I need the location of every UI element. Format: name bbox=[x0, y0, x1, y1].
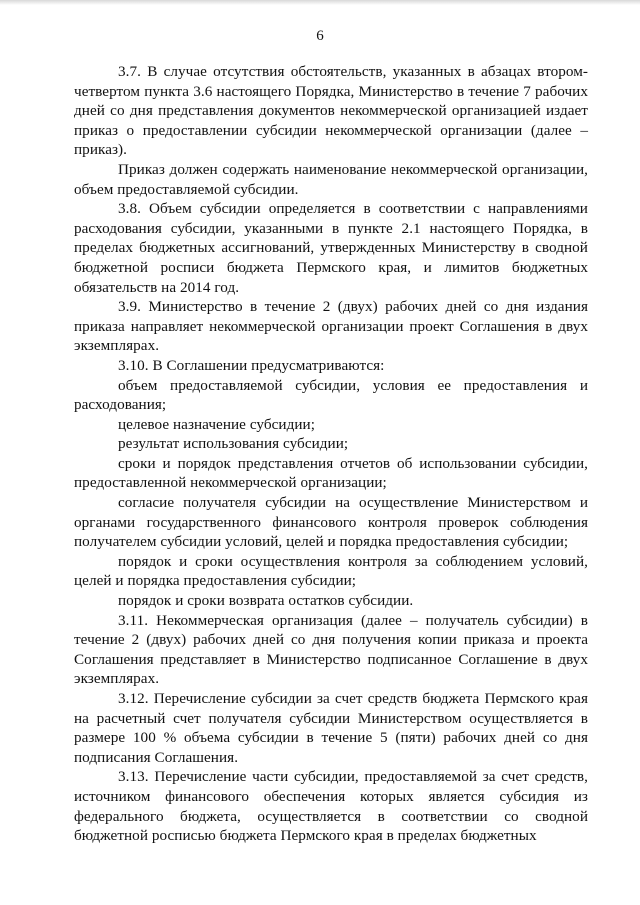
document-body bbox=[74, 62, 588, 846]
list-item-purpose: целевое назначение субсидии; bbox=[118, 415, 316, 433]
paragraph-3-11: 3.11. Некоммерческая организация (далее – получатель субсидии) в течение 2 (двух) рабочих дней со дня получения копии приказа и проекта Соглашения представляет в Министерство подписанное Соглашение в двух экземплярах. bbox=[74, 611, 588, 688]
paragraph-3-13: 3.13. Перечисление части субсидии, предоставляемой за счет средств, источником финансового обеспечения которых является субсидия из федерального бюджета, осуществляется в соответствии со сводной бюджетной росписью бюджета Пермского края в пределах бюджетных bbox=[74, 768, 588, 845]
list-item-result: результат использования субсидии; bbox=[118, 435, 349, 453]
scan-top-edge bbox=[0, 0, 640, 5]
list-item-return: порядок и сроки возврата остатков субсидии. bbox=[118, 592, 414, 610]
paragraph-order-content: Приказ должен содержать наименование некоммерческой организации, объем предоставляемой субсидии. bbox=[74, 160, 588, 198]
paragraph-3-8: 3.8. Объем субсидии определяется в соответствии с направлениями расходования субсидии, указанными в пункте 2.1 настоящего Порядка, в пределах бюджетных ассигнований, утвержденных Министерству в сводной бюджетной росписи бюджета Пермского края, и лимитов бюджетных обязательств на 2014 год. bbox=[74, 200, 588, 296]
paragraph-3-12: 3.12. Перечисление субсидии за счет средств бюджета Пермского края на расчетный счет получателя субсидии Министерством осуществляется в размере 100 % объема субсидии в течение 5 (пяти) рабочих дней со дня подписания Соглашения. bbox=[74, 690, 588, 766]
list-item-subsidy-amount: объем предоставляемой субсидии, условия ее предоставления и расходования; bbox=[74, 376, 588, 414]
paragraph-3-9: 3.9. Министерство в течение 2 (двух) рабочих дней со дня издания приказа направляет некоммерческой организации проект Соглашения в двух экземплярах. bbox=[74, 298, 588, 355]
list-item-consent: согласие получателя субсидии на осуществление Министерством и органами государственного финансового контроля проверок соблюдения получателем субсидии условий, целей и порядка предоставления субсидии; bbox=[74, 494, 588, 551]
page-number: 6 bbox=[316, 28, 324, 44]
list-item-control: порядок и сроки осуществления контроля за соблюдением условий, целей и порядка предоставления субсидии; bbox=[74, 552, 588, 590]
paragraph-3-7: 3.7. В случае отсутствия обстоятельств, указанных в абзацах втором-четвертом пункта 3.6 настоящего Порядка, Министерство в течение 7 рабочих дней со дня представления документов некоммерческой организацией издает приказ о предоставлении субсидии некоммерческой организации (далее – приказ). bbox=[74, 63, 588, 159]
paragraph-3-10: 3.10. В Соглашении предусматриваются: bbox=[118, 356, 385, 374]
list-item-reporting: сроки и порядок представления отчетов об использовании субсидии, предоставленной некоммерческой организации; bbox=[74, 454, 588, 492]
